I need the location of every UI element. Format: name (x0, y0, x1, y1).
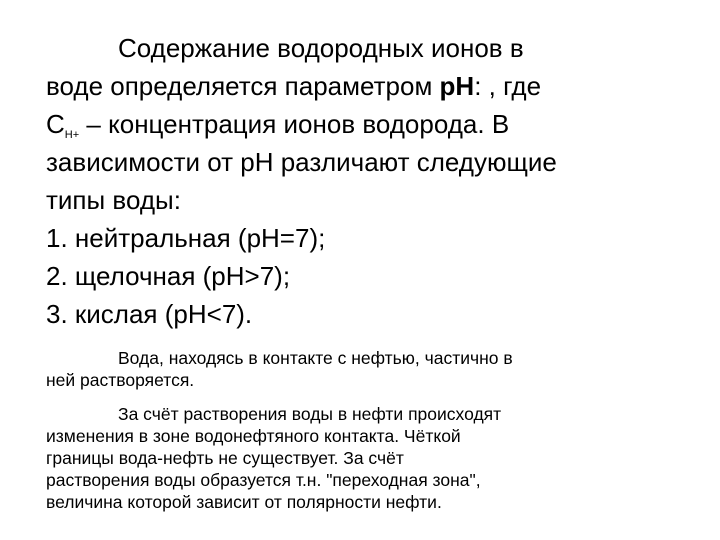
main-line-3-text: – концентрация ионов водорода. В (79, 109, 510, 139)
concentration-symbol: C (46, 109, 65, 139)
main-line-1: Содержание водородных ионов в (118, 33, 524, 63)
main-line-5: типы воды: (46, 185, 181, 215)
main-line-4: зависимости от pH различают следующие (46, 147, 557, 177)
main-line-2-text: воде определяется параметром (46, 71, 440, 101)
secondary-text-block (46, 347, 676, 513)
para1-line-1: Вода, находясь в контакте с нефтью, частично в (118, 348, 513, 368)
list-item-alkaline: 2. щелочная (pH>7); (46, 261, 291, 291)
main-line-2-tail: : , где (474, 71, 542, 101)
para2-line-5: величина которой зависит от полярности нефти. (46, 492, 442, 512)
para2-line-4: растворения воды образуется т.н. "переходная зона", (46, 470, 481, 490)
para2-line-2: изменения в зоне водонефтяного контакта. Чёткой (46, 426, 461, 446)
list-item-acidic: 3. кислая (pH<7). (46, 299, 253, 329)
main-line-3 (46, 105, 686, 143)
para2-line-1: За счёт растворения воды в нефти происходят (118, 404, 502, 424)
list-item-neutral: 1. нейтральная (pH=7); (46, 223, 326, 253)
para2-line-3: границы вода-нефть не существует. За счёт (46, 448, 404, 468)
concentration-subscript: H+ (64, 129, 80, 141)
ph-parameter-label: pH (439, 71, 475, 101)
main-line-2 (46, 67, 686, 105)
para1-line-2: ней растворяется. (46, 370, 195, 390)
main-text-block (46, 29, 686, 333)
